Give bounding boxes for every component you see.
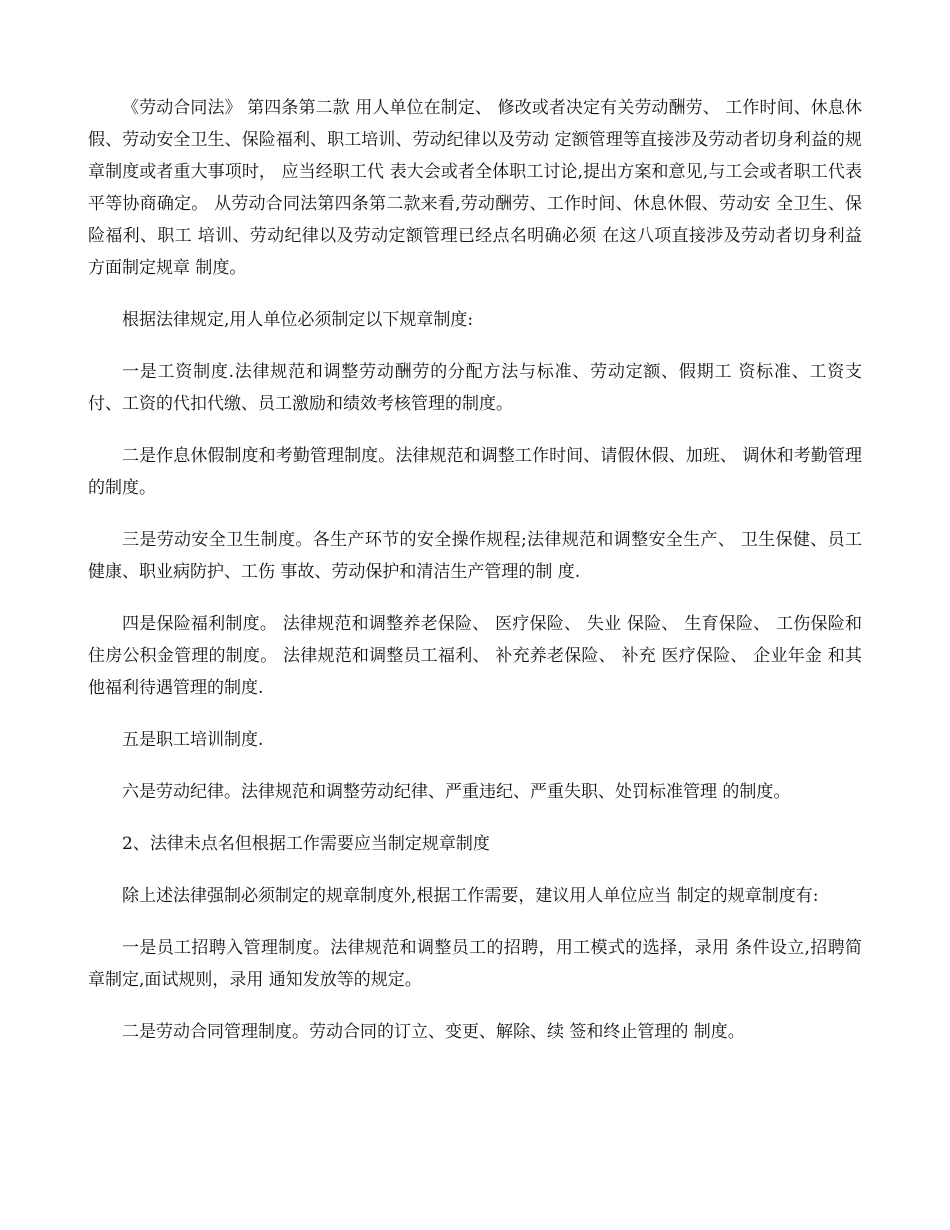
paragraph-safety-hygiene-system: 三是劳动安全卫生制度。各生产环节的安全操作规程;法律规范和调整安全生产、 卫生保健、员工健康、职业病防护、工伤 事故、劳动保护和清洁生产管理的制 度.	[88, 530, 862, 582]
paragraph-training-system: 五是职工培训制度.	[122, 730, 264, 750]
paragraph-insurance-welfare-system: 四是保险福利制度。 法律规范和调整养老保险、 医疗保险、 失业 保险、 生育保险、 工伤保险和住房公积金管理的制度。 法律规范和调整员工福利、 补充养老保险、 补充 医疗保险、 企业年金 和其他福利待遇管理的制度.	[88, 614, 862, 698]
paragraph-required-rules-intro: 根据法律规定,用人单位必须制定以下规章制度:	[122, 310, 474, 330]
paragraph-section-2-heading: 2、法律未点名但根据工作需要应当制定规章制度	[122, 834, 490, 854]
paragraph-labor-contract-law: 《劳动合同法》 第四条第二款 用人单位在制定、 修改或者决定有关劳动酬劳、 工作时间、休息休假、劳动安全卫生、保险福利、职工培训、劳动纪律以及劳动 定额管理等直接涉及劳动者切身利益的规章制度或者重大事项时， 应当经职工代 表大会或者全体职工讨论,提出方案和意见,与工会或者职工代表平等协商确定。 从劳动合同法第四条第二款来看,劳动酬劳、工作时间、休息休假、劳动安 全卫生、保险福利、职工 培训、劳动纪律以及劳动定额管理已经点名明确必须 在这八项直接涉及劳动者切身利益方面制定规章 制度。	[88, 98, 862, 278]
paragraph-rest-attendance-system: 二是作息休假制度和考勤管理制度。法律规范和调整工作时间、请假休假、加班、 调休和考勤管理的制度。	[88, 446, 862, 498]
paragraph-wage-system: 一是工资制度.法律规范和调整劳动酬劳的分配方法与标准、劳动定额、假期工 资标准、工资支付、工资的代扣代缴、员工激励和绩效考核管理的制度。	[88, 362, 862, 414]
paragraph-labor-discipline: 六是劳动纪律。法律规范和调整劳动纪律、严重违纪、严重失职、处罚标准管理 的制度。	[122, 782, 791, 802]
paragraph-recruitment-system: 一是员工招聘入管理制度。法律规范和调整员工的招聘，用工模式的选择，录用 条件设立,招聘简章制定,面试规则，录用 通知发放等的规定。	[88, 938, 862, 990]
paragraph-contract-management-system: 二是劳动合同管理制度。劳动合同的订立、变更、解除、续 签和终止管理的 制度。	[122, 1022, 745, 1042]
paragraph-recommended-rules-intro: 除上述法律强制必须制定的规章制度外,根据工作需要，建议用人单位应当 制定的规章制度有:	[122, 886, 819, 906]
